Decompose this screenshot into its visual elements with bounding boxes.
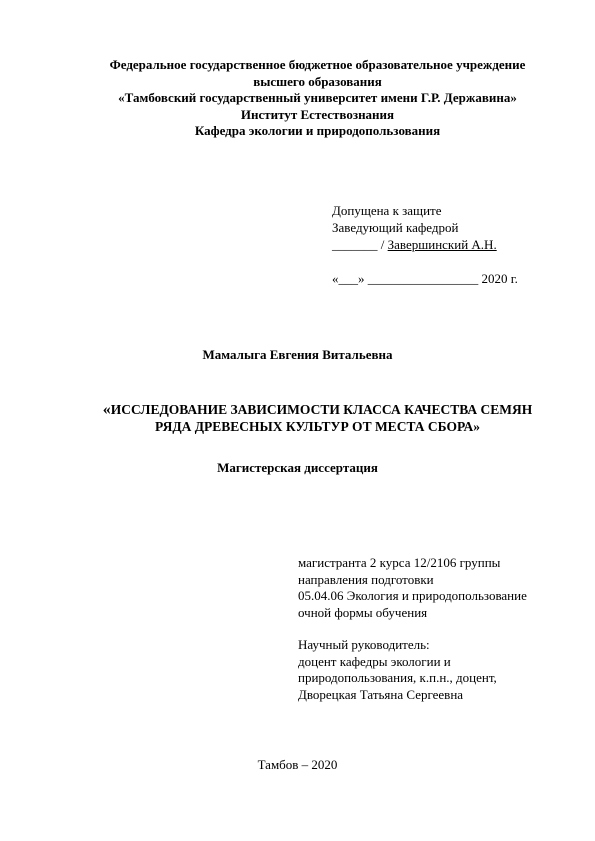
thesis-title — [60, 402, 575, 435]
student-study-form: очной формы обучения — [298, 604, 428, 620]
approval-head-title: Заведующий кафедрой — [332, 220, 459, 235]
title-line-1-text: ИССЛЕДОВАНИЕ ЗАВИСИМОСТИ КЛАССА КАЧЕСТВА СЕМЯН — [110, 402, 533, 417]
supervisor-position-line-2: природопользования, к.п.н., доцент, — [298, 670, 497, 685]
thesis-title-line-2: РЯДА ДРЕВЕСНЫХ КУЛЬТУР ОТ МЕСТА СБОРА» — [155, 418, 480, 434]
header-line-institute: Институт Естествознания — [240, 106, 395, 122]
header-line-department: Кафедра экологии и природопользования — [194, 123, 441, 138]
approval-date-line: «___» _________________ 2020 г. — [332, 271, 518, 286]
supervisor-name: Дворецкая Татьяна Сергеевна — [298, 686, 464, 702]
student-info-block — [298, 555, 527, 703]
approval-block — [332, 202, 518, 287]
approval-signature-line — [332, 236, 518, 253]
document-type: Магистерская диссертация — [217, 460, 378, 475]
author-name: Мамалыга Евгения Витальевна — [202, 347, 393, 362]
institution-header — [60, 57, 575, 140]
header-line-university: «Тамбовский государственный университет имени Г.Р. Державина» — [118, 90, 517, 105]
supervisor-position-line-1: доцент кафедры экологии и — [298, 653, 451, 669]
title-open-quote: « — [102, 401, 111, 418]
student-direction-code: 05.04.06 Экология и природопользование — [298, 588, 527, 603]
approval-admitted: Допущена к защите — [332, 203, 442, 218]
signature-blank: _______ / — [332, 237, 388, 252]
header-line-education: высшего образования — [253, 73, 382, 89]
header-line-federal: Федеральное государственное бюджетное образовательное учреждение — [109, 57, 526, 72]
head-of-department-name: Завершинский А.Н. — [387, 237, 497, 252]
thesis-title-line-1 — [60, 402, 575, 419]
student-course-group: магистранта 2 курса 12/2106 группы — [298, 555, 501, 570]
student-direction-label: направления подготовки — [298, 571, 434, 587]
city-year: Тамбов – 2020 — [257, 757, 338, 772]
supervisor-label: Научный руководитель: — [298, 637, 430, 652]
